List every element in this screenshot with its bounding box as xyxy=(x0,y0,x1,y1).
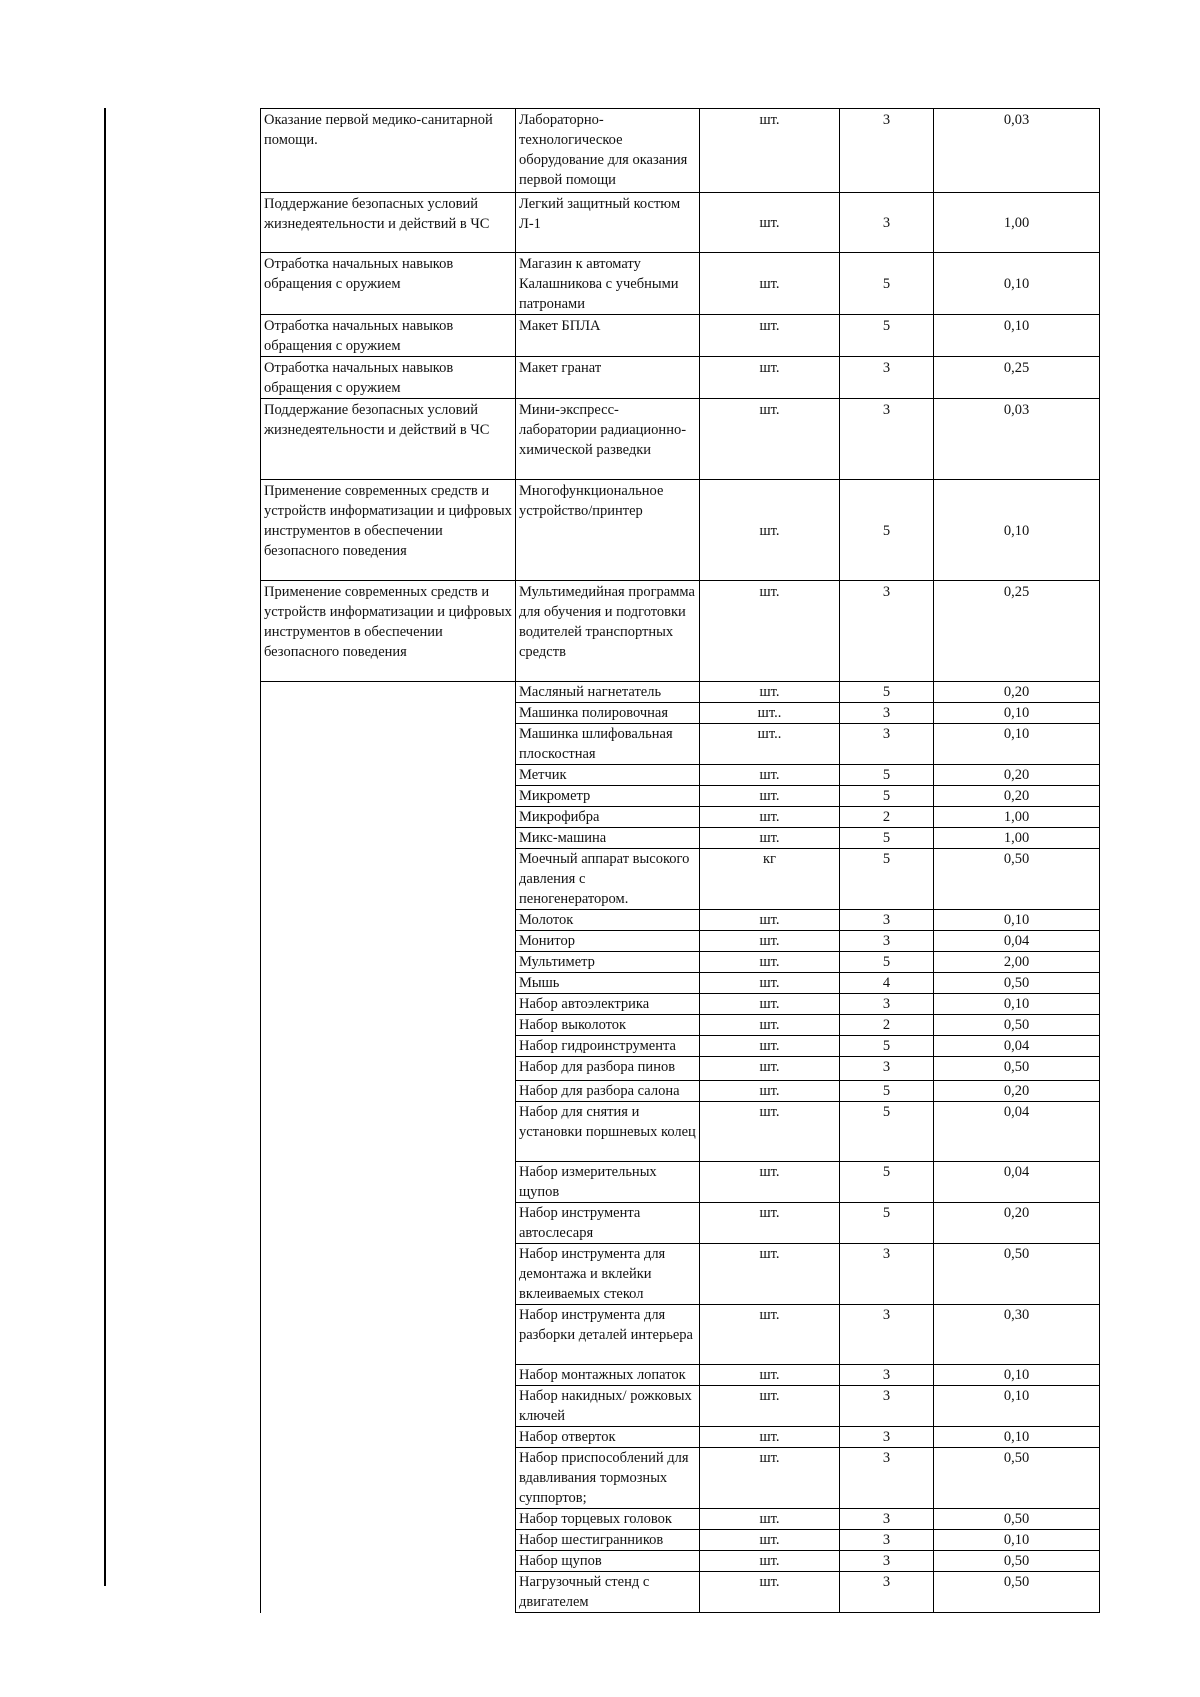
item-name-cell: Набор монтажных лопаток xyxy=(516,1365,700,1386)
table-row xyxy=(261,480,1100,581)
empty-activity-cell xyxy=(261,682,516,1613)
unit-cell: шт. xyxy=(700,1427,840,1448)
quantity-cell: 3 xyxy=(840,1386,934,1427)
unit-cell: шт. xyxy=(700,1036,840,1057)
quantity-cell: 3 xyxy=(840,931,934,952)
activity-cell: Применение современных средств и устройств информатизации и цифровых инструментов в обеспечении безопасного поведения xyxy=(261,480,516,581)
item-name-cell: Набор приспособлений для вдавливания тормозных суппортов; xyxy=(516,1448,700,1509)
coefficient-cell: 0,03 xyxy=(934,109,1100,193)
table-row xyxy=(261,193,1100,253)
item-name-cell: Монитор xyxy=(516,931,700,952)
coefficient-cell: 0,50 xyxy=(934,1509,1100,1530)
activity-cell: Отработка начальных навыков обращения с оружием xyxy=(261,253,516,315)
quantity-cell: 5 xyxy=(840,1036,934,1057)
coefficient-cell: 0,50 xyxy=(934,973,1100,994)
item-name-cell: Магазин к автомату Калашникова с учебными патронами xyxy=(516,253,700,315)
quantity-cell: 5 xyxy=(840,315,934,357)
unit-cell: шт. xyxy=(700,1448,840,1509)
unit-cell: шт. xyxy=(700,357,840,399)
quantity-cell: 3 xyxy=(840,724,934,765)
coefficient-cell: 0,50 xyxy=(934,1057,1100,1081)
unit-cell: шт. xyxy=(700,910,840,931)
coefficient-cell: 0,50 xyxy=(934,1015,1100,1036)
item-name-cell: Набор накидных/ рожковых ключей xyxy=(516,1386,700,1427)
item-name-cell: Моечный аппарат высокого давления с пеногенератором. xyxy=(516,849,700,910)
coefficient-cell: 0,04 xyxy=(934,931,1100,952)
item-name-cell: Макет гранат xyxy=(516,357,700,399)
coefficient-cell: 0,10 xyxy=(934,703,1100,724)
quantity-cell: 3 xyxy=(840,399,934,480)
unit-cell: шт. xyxy=(700,193,840,253)
unit-cell: шт. xyxy=(700,1102,840,1162)
quantity-cell: 5 xyxy=(840,828,934,849)
coefficient-cell: 0,10 xyxy=(934,1365,1100,1386)
table-row xyxy=(261,581,1100,682)
quantity-cell: 3 xyxy=(840,357,934,399)
coefficient-cell: 0,20 xyxy=(934,786,1100,807)
item-name-cell: Лабораторно-технологическое оборудование для оказания первой помощи xyxy=(516,109,700,193)
table-row xyxy=(261,253,1100,315)
unit-cell: шт. xyxy=(700,952,840,973)
unit-cell: шт.. xyxy=(700,703,840,724)
item-name-cell: Набор автоэлектрика xyxy=(516,994,700,1015)
item-name-cell: Набор измерительных щупов xyxy=(516,1162,700,1203)
item-name-cell: Набор для разбора салона xyxy=(516,1081,700,1102)
item-name-cell: Набор выколоток xyxy=(516,1015,700,1036)
quantity-cell: 5 xyxy=(840,480,934,581)
item-name-cell: Молоток xyxy=(516,910,700,931)
item-name-cell: Нагрузочный стенд с двигателем xyxy=(516,1572,700,1613)
coefficient-cell: 0,50 xyxy=(934,1448,1100,1509)
activity-cell: Поддержание безопасных условий жизнедеятельности и действий в ЧС xyxy=(261,193,516,253)
unit-cell: шт. xyxy=(700,1365,840,1386)
coefficient-cell: 1,00 xyxy=(934,193,1100,253)
quantity-cell: 2 xyxy=(840,1015,934,1036)
unit-cell: шт. xyxy=(700,807,840,828)
item-name-cell: Легкий защитный костюм Л-1 xyxy=(516,193,700,253)
quantity-cell: 3 xyxy=(840,910,934,931)
item-name-cell: Микрометр xyxy=(516,786,700,807)
coefficient-cell: 0,25 xyxy=(934,581,1100,682)
table-row xyxy=(261,682,1100,703)
unit-cell: шт. xyxy=(700,1386,840,1427)
table-row xyxy=(261,399,1100,480)
item-name-cell: Мультимедийная программа для обучения и подготовки водителей транспортных средств xyxy=(516,581,700,682)
quantity-cell: 5 xyxy=(840,849,934,910)
quantity-cell: 3 xyxy=(840,1365,934,1386)
quantity-cell: 3 xyxy=(840,1551,934,1572)
quantity-cell: 5 xyxy=(840,1162,934,1203)
unit-cell: шт. xyxy=(700,786,840,807)
quantity-cell: 5 xyxy=(840,765,934,786)
unit-cell: шт. xyxy=(700,253,840,315)
activity-cell: Отработка начальных навыков обращения с оружием xyxy=(261,357,516,399)
table-row xyxy=(261,357,1100,399)
quantity-cell: 3 xyxy=(840,1530,934,1551)
item-name-cell: Масляный нагнетатель xyxy=(516,682,700,703)
coefficient-cell: 0,04 xyxy=(934,1036,1100,1057)
unit-cell: шт. xyxy=(700,1509,840,1530)
coefficient-cell: 0,10 xyxy=(934,480,1100,581)
activity-cell: Отработка начальных навыков обращения с оружием xyxy=(261,315,516,357)
quantity-cell: 3 xyxy=(840,109,934,193)
coefficient-cell: 2,00 xyxy=(934,952,1100,973)
coefficient-cell: 0,10 xyxy=(934,1530,1100,1551)
item-name-cell: Набор для снятия и установки поршневых колец xyxy=(516,1102,700,1162)
unit-cell: шт. xyxy=(700,1081,840,1102)
item-name-cell: Мышь xyxy=(516,973,700,994)
unit-cell: шт. xyxy=(700,1203,840,1244)
unit-cell: шт. xyxy=(700,1305,840,1365)
activity-cell: Поддержание безопасных условий жизнедеятельности и действий в ЧС xyxy=(261,399,516,480)
item-name-cell: Макет БПЛА xyxy=(516,315,700,357)
unit-cell: шт. xyxy=(700,828,840,849)
unit-cell: шт.. xyxy=(700,724,840,765)
item-name-cell: Микрофибра xyxy=(516,807,700,828)
coefficient-cell: 0,20 xyxy=(934,1081,1100,1102)
unit-cell: шт. xyxy=(700,1015,840,1036)
coefficient-cell: 1,00 xyxy=(934,828,1100,849)
unit-cell: шт. xyxy=(700,1551,840,1572)
table-row xyxy=(261,109,1100,193)
coefficient-cell: 0,10 xyxy=(934,724,1100,765)
coefficient-cell: 0,50 xyxy=(934,1572,1100,1613)
unit-cell: шт. xyxy=(700,399,840,480)
quantity-cell: 3 xyxy=(840,1509,934,1530)
quantity-cell: 3 xyxy=(840,1427,934,1448)
item-name-cell: Метчик xyxy=(516,765,700,786)
coefficient-cell: 0,20 xyxy=(934,1203,1100,1244)
quantity-cell: 5 xyxy=(840,1081,934,1102)
coefficient-cell: 0,50 xyxy=(934,1551,1100,1572)
activity-cell: Оказание первой медико-санитарной помощи. xyxy=(261,109,516,193)
coefficient-cell: 0,10 xyxy=(934,253,1100,315)
unit-cell: шт. xyxy=(700,1530,840,1551)
quantity-cell: 3 xyxy=(840,1572,934,1613)
equipment-table xyxy=(260,108,1100,1613)
item-name-cell: Мультиметр xyxy=(516,952,700,973)
item-name-cell: Машинка полировочная xyxy=(516,703,700,724)
coefficient-cell: 0,20 xyxy=(934,765,1100,786)
unit-cell: шт. xyxy=(700,1572,840,1613)
coefficient-cell: 0,10 xyxy=(934,315,1100,357)
quantity-cell: 2 xyxy=(840,807,934,828)
item-name-cell: Мини-экспресс-лаборатории радиационно-химической разведки xyxy=(516,399,700,480)
coefficient-cell: 0,10 xyxy=(934,910,1100,931)
coefficient-cell: 0,04 xyxy=(934,1162,1100,1203)
unit-cell: шт. xyxy=(700,682,840,703)
item-name-cell: Машинка шлифовальная плоскостная xyxy=(516,724,700,765)
table-row xyxy=(261,315,1100,357)
item-name-cell: Многофункциональное устройство/принтер xyxy=(516,480,700,581)
quantity-cell: 3 xyxy=(840,703,934,724)
unit-cell: шт. xyxy=(700,1162,840,1203)
activity-cell: Применение современных средств и устройств информатизации и цифровых инструментов в обеспечении безопасного поведения xyxy=(261,581,516,682)
item-name-cell: Набор инструмента автослесаря xyxy=(516,1203,700,1244)
coefficient-cell: 1,00 xyxy=(934,807,1100,828)
quantity-cell: 5 xyxy=(840,786,934,807)
item-name-cell: Набор инструмента для демонтажа и вклейки вклеиваемых стекол xyxy=(516,1244,700,1305)
coefficient-cell: 0,30 xyxy=(934,1305,1100,1365)
coefficient-cell: 0,50 xyxy=(934,849,1100,910)
quantity-cell: 3 xyxy=(840,1305,934,1365)
coefficient-cell: 0,10 xyxy=(934,994,1100,1015)
quantity-cell: 3 xyxy=(840,994,934,1015)
coefficient-cell: 0,10 xyxy=(934,1386,1100,1427)
item-name-cell: Микс-машина xyxy=(516,828,700,849)
unit-cell: шт. xyxy=(700,931,840,952)
quantity-cell: 5 xyxy=(840,1203,934,1244)
page-margin-rule xyxy=(104,108,106,1586)
quantity-cell: 3 xyxy=(840,1244,934,1305)
unit-cell: кг xyxy=(700,849,840,910)
unit-cell: шт. xyxy=(700,1057,840,1081)
unit-cell: шт. xyxy=(700,480,840,581)
quantity-cell: 5 xyxy=(840,253,934,315)
quantity-cell: 4 xyxy=(840,973,934,994)
unit-cell: шт. xyxy=(700,315,840,357)
unit-cell: шт. xyxy=(700,994,840,1015)
coefficient-cell: 0,50 xyxy=(934,1244,1100,1305)
equipment-table-body xyxy=(261,109,1100,1613)
unit-cell: шт. xyxy=(700,109,840,193)
unit-cell: шт. xyxy=(700,581,840,682)
coefficient-cell: 0,03 xyxy=(934,399,1100,480)
item-name-cell: Набор для разбора пинов xyxy=(516,1057,700,1081)
unit-cell: шт. xyxy=(700,1244,840,1305)
quantity-cell: 3 xyxy=(840,193,934,253)
item-name-cell: Набор торцевых головок xyxy=(516,1509,700,1530)
item-name-cell: Набор гидроинструмента xyxy=(516,1036,700,1057)
quantity-cell: 5 xyxy=(840,952,934,973)
item-name-cell: Набор щупов xyxy=(516,1551,700,1572)
quantity-cell: 3 xyxy=(840,1448,934,1509)
item-name-cell: Набор инструмента для разборки деталей интерьера xyxy=(516,1305,700,1365)
coefficient-cell: 0,10 xyxy=(934,1427,1100,1448)
coefficient-cell: 0,04 xyxy=(934,1102,1100,1162)
unit-cell: шт. xyxy=(700,973,840,994)
item-name-cell: Набор отверток xyxy=(516,1427,700,1448)
quantity-cell: 3 xyxy=(840,581,934,682)
quantity-cell: 3 xyxy=(840,1057,934,1081)
quantity-cell: 5 xyxy=(840,682,934,703)
coefficient-cell: 0,20 xyxy=(934,682,1100,703)
item-name-cell: Набор шестигранников xyxy=(516,1530,700,1551)
quantity-cell: 5 xyxy=(840,1102,934,1162)
unit-cell: шт. xyxy=(700,765,840,786)
coefficient-cell: 0,25 xyxy=(934,357,1100,399)
